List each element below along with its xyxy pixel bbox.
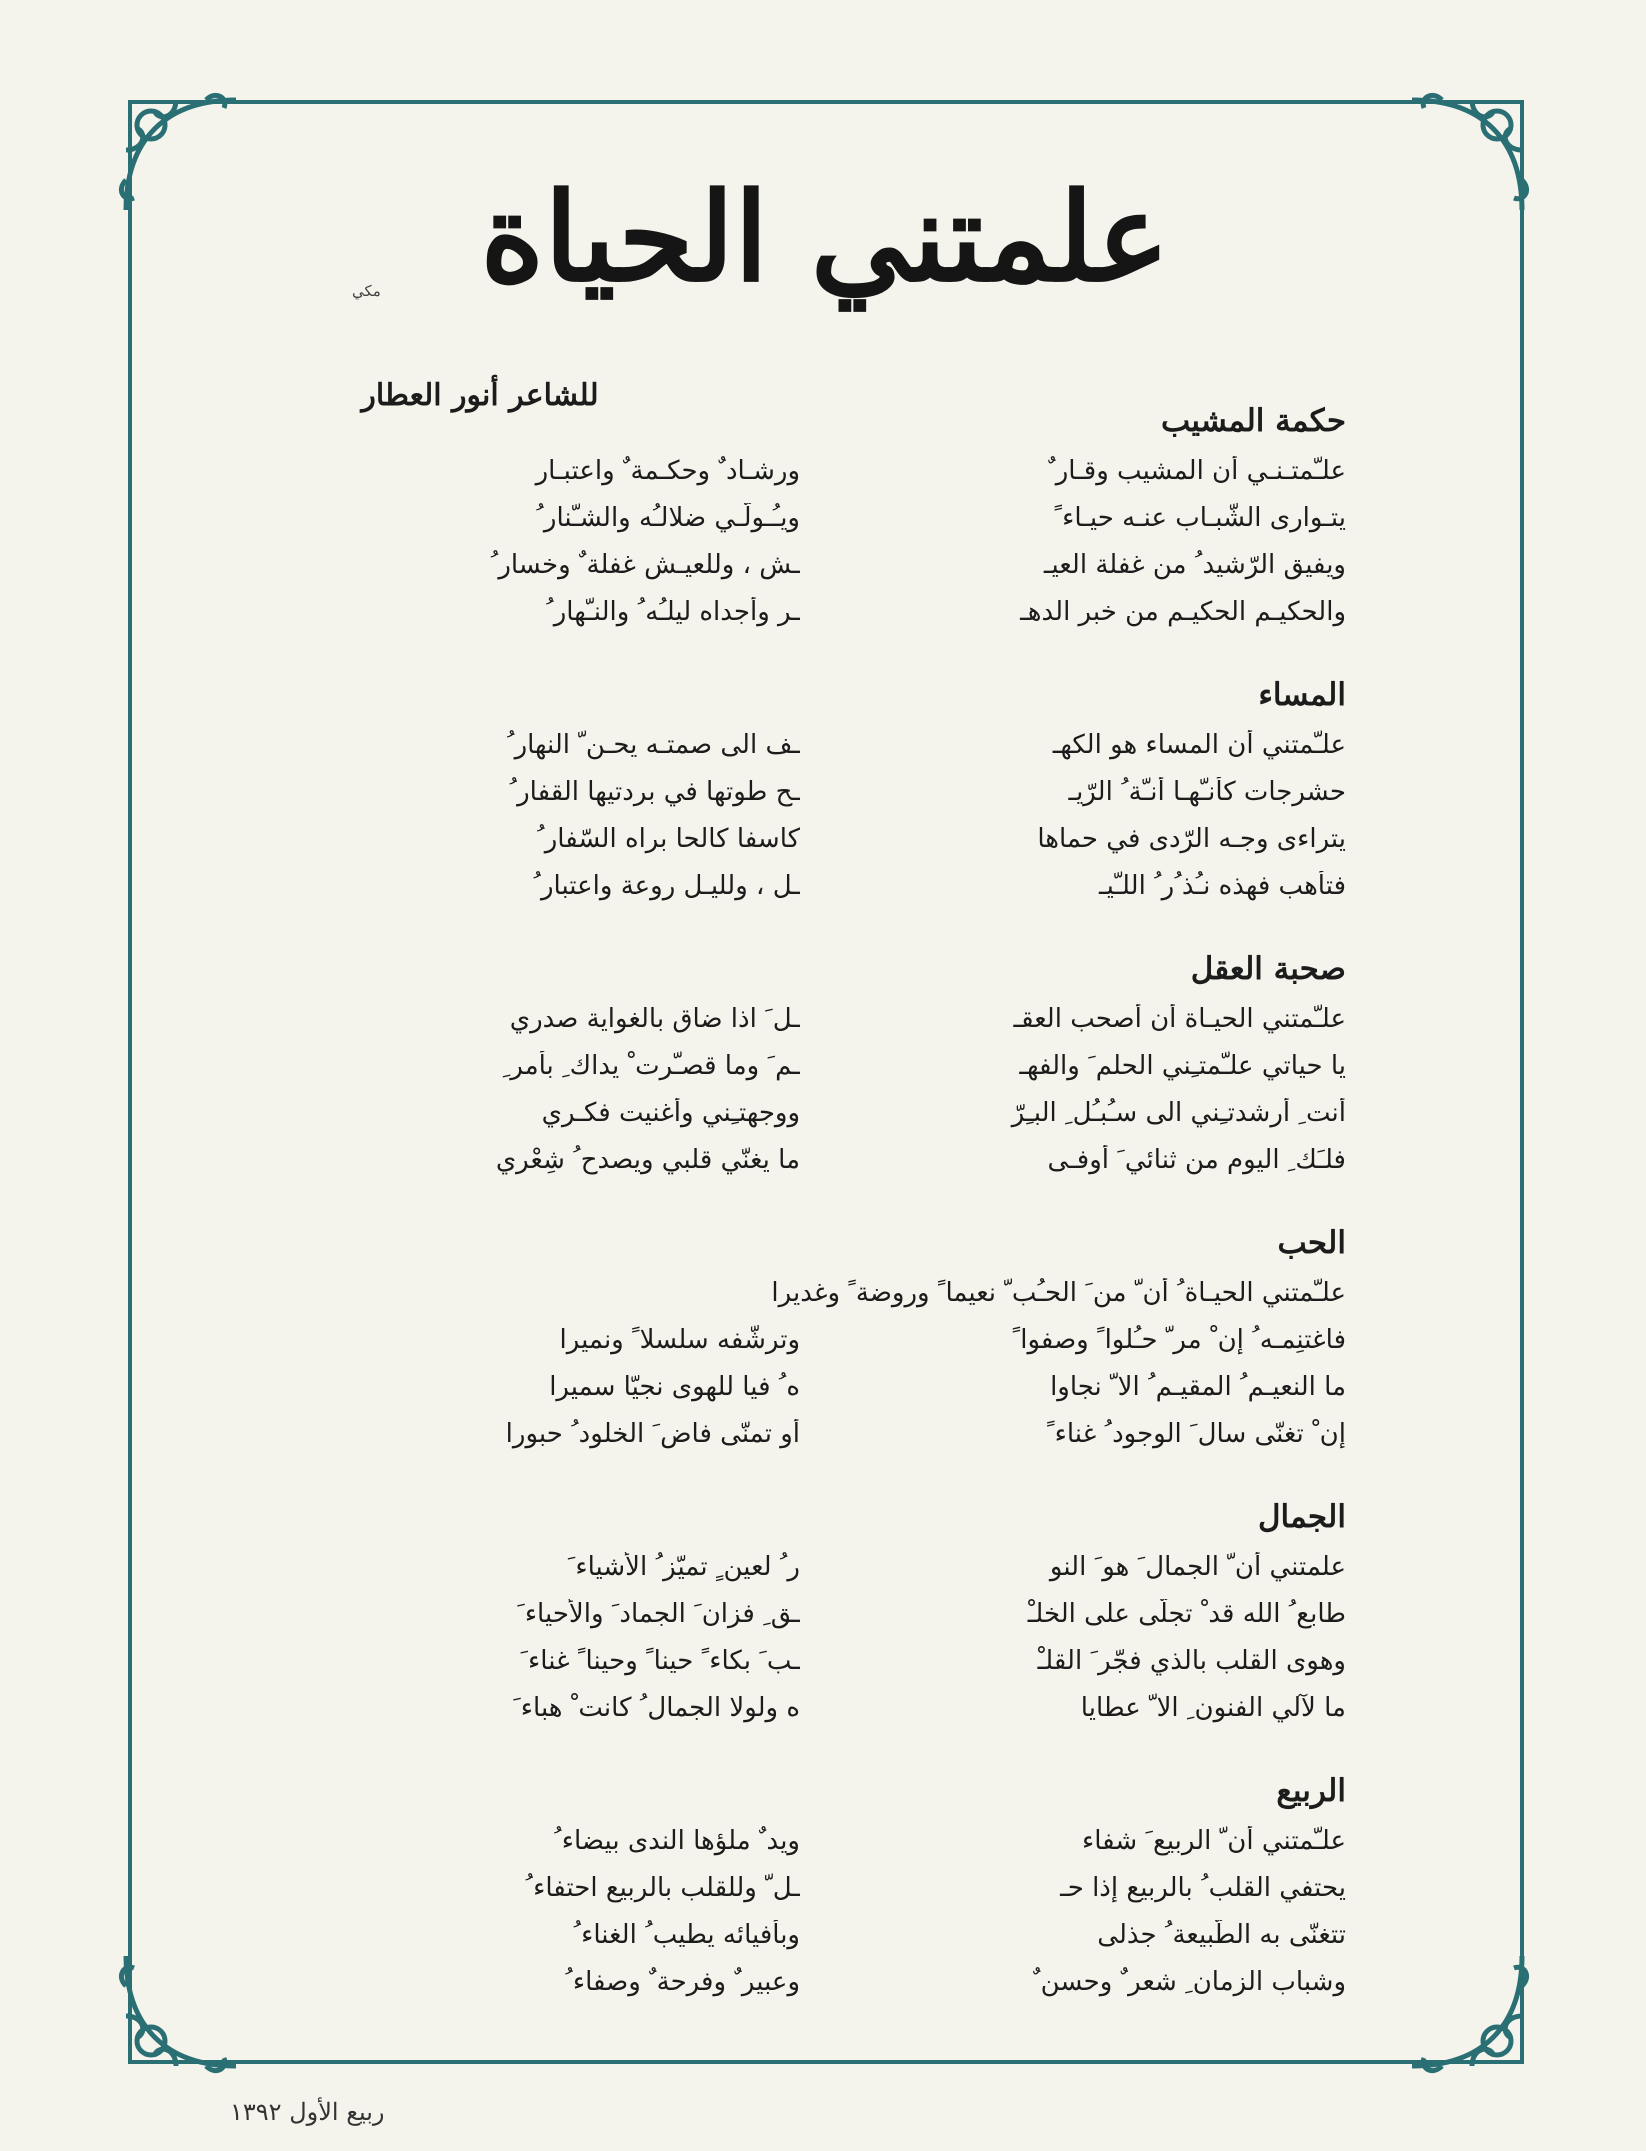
- verse-first-hemistich: تتغنّى به الطّبيعة ُ جذلى: [1097, 1919, 1346, 1950]
- verse-line: [330, 1958, 1346, 2005]
- poem-section: [330, 395, 1346, 635]
- verse-first-hemistich: يحتفي القلب ُ بالربيع إذا حـ: [1060, 1872, 1346, 1903]
- verse-first-hemistich: ما النعيـم ُ المقيـم ُ الا ّ نجاوا: [1050, 1371, 1346, 1402]
- verse-first-hemistich: علـّمتني أن المساء هو الكهـ: [1052, 729, 1346, 760]
- verse-second-hemistich: وبأفيائه يطيب ُ الغناء ُ: [573, 1919, 800, 1950]
- poem-section: [330, 943, 1346, 1183]
- verse-second-hemistich: ـح طوتها في بردتيها القفار ُ: [509, 776, 800, 807]
- verse-second-hemistich: ر ُ لعين ٍ تميّز ُ الأشياء َ: [567, 1551, 800, 1582]
- verse-first-hemistich: علـّمتني أن ّ الربيع َ شفاء: [1082, 1825, 1346, 1856]
- verse-second-hemistich: ـق ِ فزان َ الجماد َ والأحياء َ: [517, 1598, 800, 1629]
- verse-line: [330, 541, 1346, 588]
- verse-line: [330, 1911, 1346, 1958]
- verse-second-hemistich: ه ولولا الجمال ُ كانت ْ هباء َ: [513, 1692, 800, 1723]
- corner-ornament-icon: [106, 1936, 256, 2086]
- calligrapher-signature: مكي: [352, 282, 381, 300]
- verse-first-hemistich: حشرجات كأنـّهـا أنـّة ُ الرّيـ: [1068, 776, 1346, 807]
- verse-second-hemistich: ه ُ فيا للهوى نجيّا سميرا: [549, 1371, 800, 1402]
- verse-line: [330, 1363, 1346, 1410]
- verse-line: [330, 1316, 1346, 1363]
- section-title: حكمة المشيب: [1160, 403, 1346, 439]
- verse-second-hemistich: وعبير ٌ وفرحة ٌ وصفاء ُ: [565, 1966, 800, 1997]
- verse-second-hemistich: ـم َ وما قصـّرت ْ يداك ِ بأمر ِ: [502, 1050, 800, 1081]
- verse-second-hemistich: ـل ّ وللقلب بالربيع احتفاء ُ: [525, 1872, 800, 1903]
- verse-line: [330, 1269, 1346, 1316]
- verse-first-hemistich: والحكيـم الحكيـم من خبر الدهـ: [1020, 596, 1346, 627]
- corner-ornament-icon: [1392, 1936, 1542, 2086]
- verse-second-hemistich: ـف الى صمتـه يحـن ّ النهار ُ: [506, 729, 800, 760]
- verse-second-hemistich: كاسفا كالحا براه السّفار ُ: [537, 823, 800, 854]
- corner-ornament-icon: [106, 80, 256, 230]
- verse-line: [330, 862, 1346, 909]
- verse-line: [330, 588, 1346, 635]
- verse-second-hemistich: ووجهتـِني وأغنيت فكـري: [541, 1097, 800, 1128]
- poet-name: للشاعر أنور العطار: [361, 378, 599, 413]
- verse-first-hemistich: ما لآلي الفنون ِ الا ّ عطايا: [1080, 1692, 1346, 1723]
- section-title: الجمال: [1258, 1499, 1346, 1535]
- verse-first-hemistich: طابع ُ الله قد ْ تجلّى على الخلـْ: [1027, 1598, 1346, 1629]
- verse-second-hemistich: ـل َ اذا ضاق بالغواية صدري: [509, 1003, 800, 1034]
- section-title: صحبة العقل: [1190, 951, 1346, 987]
- verse-first-hemistich: إن ْ تغنّى سال َ الوجود ُ غناء ً: [1047, 1418, 1346, 1449]
- verse-first-hemistich: وهوى القلب بالذي فجّر َ القلـْ: [1037, 1645, 1346, 1676]
- verse-line: [330, 494, 1346, 541]
- verse-second-hemistich: ـل ، ولليـل روعة واعتبار ُ: [533, 870, 800, 901]
- verse-first-hemistich: يا حياتي علـّمتـِني الحلم َ والفهـ: [1019, 1050, 1346, 1081]
- verse-first-hemistich: أنت ِ أرشدتـِني الى سـُبـُل ِ البـِرّ: [1011, 1097, 1346, 1128]
- verse-line: [330, 995, 1346, 1042]
- verse-line: [330, 1410, 1346, 1457]
- verse-first-hemistich: علـّمتني الحيـاة أن أصحب العقـ: [1013, 1003, 1346, 1034]
- issue-date: ربيع الأول ١٣٩٢: [230, 2098, 385, 2126]
- verse-second-hemistich: ويـُـولّـي ضلالـُه والشـّنار ُ: [536, 502, 800, 533]
- page-title: علمتني الحياة: [480, 165, 1170, 309]
- corner-ornament-icon: [1392, 80, 1542, 230]
- section-title: الربيع: [1276, 1773, 1346, 1809]
- verse-first-hemistich: علمتني أن ّ الجمال َ هو َ النو: [1049, 1551, 1346, 1582]
- verse-first-hemistich: فلـَك ِ اليوم من ثنائي َ أوفـى: [1047, 1144, 1346, 1175]
- verse-first-hemistich: وشباب الزمان ِ شعر ٌ وحسن ٌ: [1033, 1966, 1346, 1997]
- verse-line: [330, 1590, 1346, 1637]
- verse-second-hemistich: أو تمنّى فاض َ الخلود ُ حبورا: [505, 1418, 800, 1449]
- verse-line: [330, 768, 1346, 815]
- verse-line: [330, 1684, 1346, 1731]
- verse-line: [330, 815, 1346, 862]
- section-title: المساء: [1258, 677, 1346, 713]
- verse-second-hemistich: ورشـاد ٌ وحكـمة ٌ واعتبـار: [535, 455, 800, 486]
- verse-line: [330, 447, 1346, 494]
- verse-line: [330, 1864, 1346, 1911]
- verse-line: [330, 1089, 1346, 1136]
- verse-line: [330, 1637, 1346, 1684]
- verse-first-hemistich: يتـوارى الشّبـاب عنـه حيـاء ً: [1054, 502, 1346, 533]
- poem-section: [330, 669, 1346, 909]
- verse-first-hemistich: فاغتنِمـه ُ إن ْ مر ّ حـُلوا ً وصفوا ً: [1012, 1324, 1346, 1355]
- verse-second-hemistich: ما يغنّي قلبي ويصدح ُ شِعْري: [495, 1144, 800, 1175]
- verse-line: [330, 1136, 1346, 1183]
- poem-section: [330, 1491, 1346, 1731]
- verse-second-hemistich: ـش ، وللعيـش غفلة ٌ وخسار ُ: [490, 549, 800, 580]
- verse-second-hemistich: وترشّفه سلسلا ً ونميرا: [559, 1324, 800, 1355]
- verse-first-hemistich: يتراءى وجـه الرّدى في حماها: [1037, 823, 1346, 854]
- poem-section: [330, 1217, 1346, 1457]
- verse-second-hemistich: ـر وأجداه ليلـُه ُ والنـّهار ُ: [546, 596, 800, 627]
- verse-first-hemistich: فتأهب فهذه نـُذ ُر ُ اللـّيـ: [1098, 870, 1346, 901]
- verse-first-hemistich: علـّمتـنـي أن المشيب وقـار ٌ: [1048, 455, 1346, 486]
- verse-second-hemistich: ـب َ بكاء ً حينا ً وحينا ً غناء َ: [520, 1645, 800, 1676]
- section-title: الحب: [1277, 1225, 1346, 1261]
- verse-second-hemistich: ويد ٌ ملؤها الندى بيضاء ُ: [554, 1825, 800, 1856]
- verse-first-hemistich: ويفيق الرّشيد ُ من غفلة العيـ: [1043, 549, 1346, 580]
- verse-line: [330, 1042, 1346, 1089]
- verse-first-hemistich: علـّمتني الحيـاة ُ أن ّ من َ الحـُب ّ نعيما ً وروضة ً وغديرا: [771, 1277, 1346, 1308]
- verse-line: [330, 1817, 1346, 1864]
- poem-body: [330, 395, 1346, 2005]
- poem-section: [330, 1765, 1346, 2005]
- verse-line: [330, 1543, 1346, 1590]
- verse-line: [330, 721, 1346, 768]
